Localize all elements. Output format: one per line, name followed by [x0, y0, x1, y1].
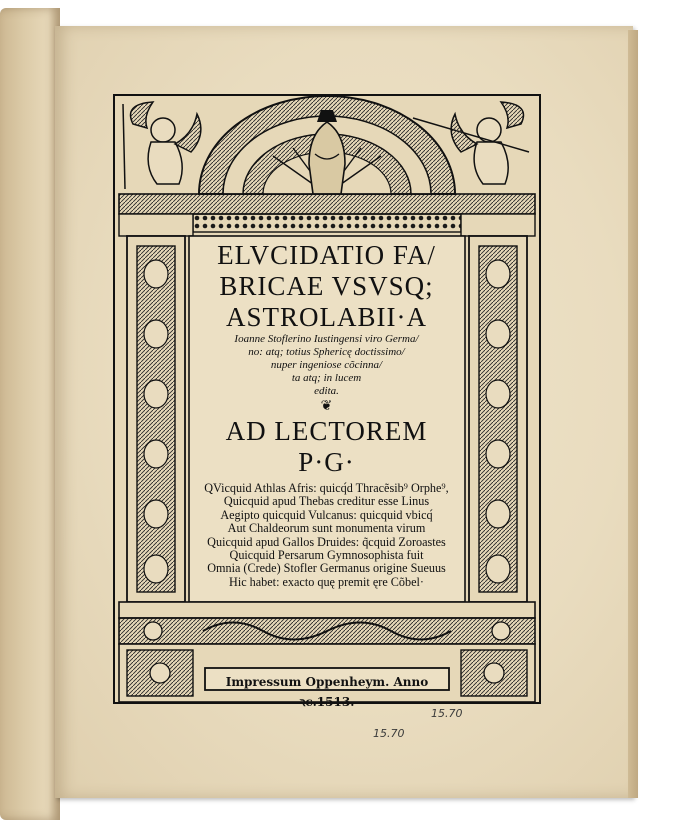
verse-line: Quicquid apud Gallos Druides: q̃cquid Zoroastes	[207, 534, 446, 549]
page-fore-edge	[628, 30, 638, 798]
author-line-5: edita.	[314, 385, 339, 397]
ornament-glyph: ❦	[320, 398, 333, 414]
author-line-1: Ioanne Stoflerino Iustingensi viro Germa/	[234, 333, 419, 345]
title-line-1: ELVCIDATIO FA/	[217, 240, 436, 270]
title-line-2: BRICAE VSVSQ;	[219, 271, 434, 301]
title-line-3: ASTROLABII·A	[226, 302, 427, 332]
left-pillar	[127, 236, 185, 602]
right-pillar	[469, 236, 527, 602]
verse-line: Omnia (Crede) Stofler Germanus origine Sueuus	[207, 561, 446, 576]
author-line-4: ta atq; in lucem	[291, 372, 362, 384]
pg-line: P·G·	[298, 447, 355, 477]
address-line: AD LECTOREM	[225, 416, 428, 446]
verse-line: Aegipto quicquid Vulcanus: quicquid vbicq́	[220, 507, 433, 522]
imprint-line: Impressum Oppenheym. Anno ꝛc.1513.	[225, 675, 429, 709]
pencil-note-upper: 15.70	[431, 707, 463, 720]
pencil-note-lower: 15.70	[373, 727, 405, 740]
title-text-block	[190, 240, 463, 598]
left-page-edge	[0, 8, 60, 820]
verse-line: Hic habet: exacto quę premit ęre Cõbel·	[229, 574, 424, 589]
verse-line: QVicquid Athlas Afris: quicq́d Thracẽsib⁹ Orphe⁹,	[204, 481, 449, 495]
verse-block	[190, 482, 463, 589]
verse-line: Quicquid apud Thebas creditur esse Linus	[223, 494, 430, 509]
verse-line: Aut Chaldeorum sunt monumenta virum	[227, 521, 426, 536]
author-line-3: nuper ingeniose cõcinna/	[270, 359, 383, 371]
author-line-2: no: atq; totius Sphericę doctissimo/	[248, 346, 405, 358]
verse-line: Quicquid Persarum Gymnosophista fuit	[229, 548, 424, 563]
